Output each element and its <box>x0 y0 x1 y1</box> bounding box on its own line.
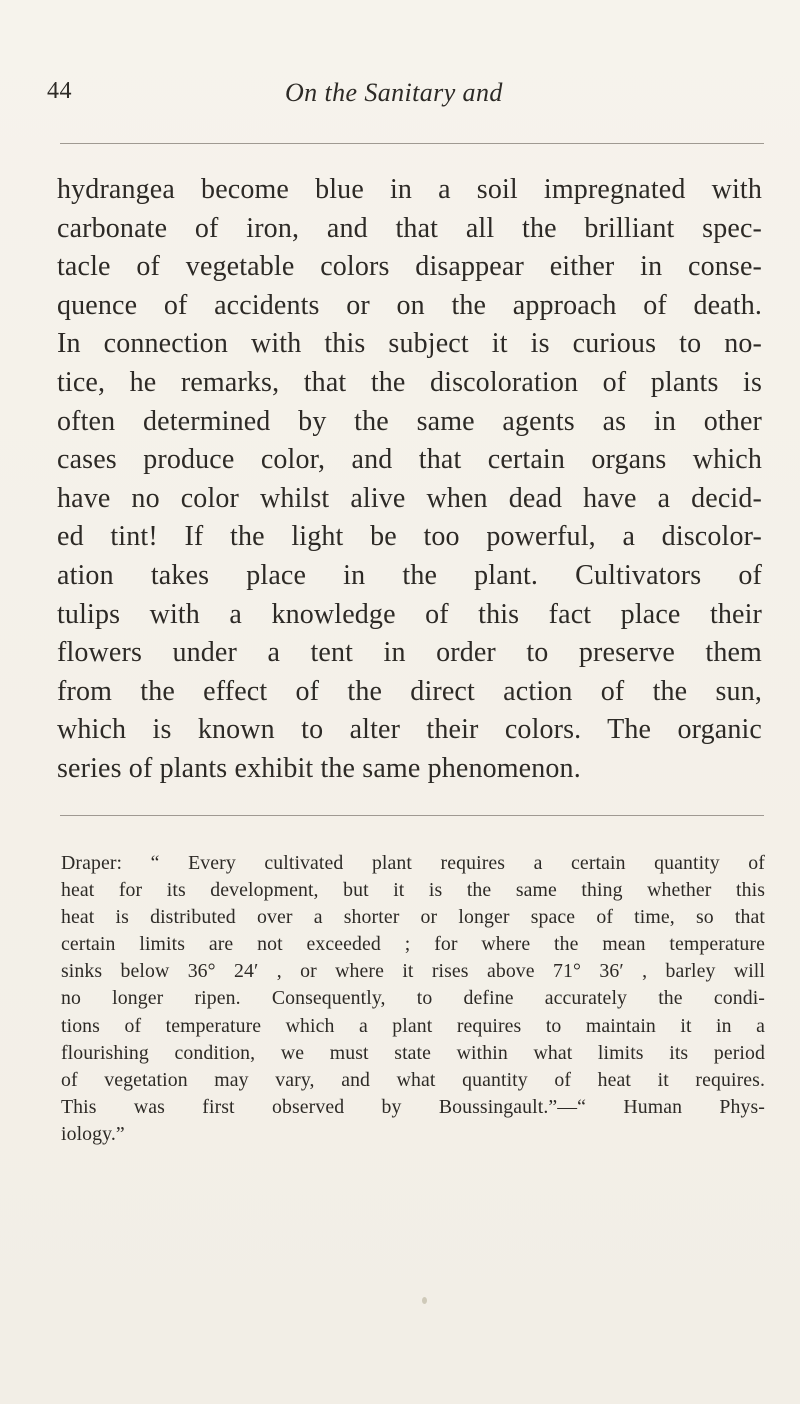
main-text-line: have no color whilst alive when dead have a decid- <box>57 482 762 514</box>
footnote-line: flourishing condition, we must state within what limits its period <box>61 1041 765 1064</box>
page-number: 44 <box>47 78 72 104</box>
footnote-divider <box>60 815 764 816</box>
main-text-line: from the effect of the direct action of the sun, <box>57 675 762 707</box>
footnote-line: tions of temperature which a plant requires to maintain it in a <box>61 1014 765 1037</box>
main-text-line: tice, he remarks, that the discoloration of plants is <box>57 366 762 398</box>
main-text-line: which is known to alter their colors. The organic <box>57 714 762 746</box>
footnote-line: iology.” <box>61 1122 125 1145</box>
main-text-line: tacle of vegetable colors disappear either in conse- <box>57 251 762 283</box>
footnote-block <box>61 850 765 1148</box>
footnote-line: heat is distributed over a shorter or longer space of time, so that <box>61 906 765 929</box>
footnote-line: certain limits are not exceeded ; for where the mean temperature <box>61 933 765 956</box>
main-text-line: flowers under a tent in order to preserve them <box>57 637 762 669</box>
footnote-line: of vegetation may vary, and what quantity of heat it requires. <box>61 1068 765 1091</box>
main-text-line: ation takes place in the plant. Cultivators of <box>57 559 762 591</box>
main-text-block <box>57 171 762 789</box>
main-text-line: series of plants exhibit the same phenomenon. <box>57 752 581 784</box>
main-text-line: quence of accidents or on the approach of death. <box>57 289 762 321</box>
main-text-line: tulips with a knowledge of this fact place their <box>57 598 762 630</box>
paper-speck <box>422 1297 427 1304</box>
running-title: On the Sanitary and <box>285 78 503 107</box>
main-text-line: cases produce color, and that certain organs which <box>57 444 762 476</box>
header-rule <box>60 143 764 144</box>
footnote-line: Draper: “ Every cultivated plant requires a certain quantity of <box>61 852 765 874</box>
main-text-line: In connection with this subject it is curious to no- <box>57 328 762 360</box>
footnote-line: sinks below 36° 24′ , or where it rises above 71° 36′ , barley will <box>61 960 765 983</box>
footnote-line: no longer ripen. Consequently, to define accurately the condi- <box>61 987 765 1010</box>
main-text-line: ed tint! If the light be too powerful, a discolor- <box>57 521 762 553</box>
footnote-line: This was first observed by Boussingault.”—“ Human Phys- <box>61 1095 765 1118</box>
main-text-line: often determined by the same agents as in other <box>57 405 762 437</box>
main-text-line: carbonate of iron, and that all the brilliant spec- <box>57 212 762 244</box>
main-text-line: hydrangea become blue in a soil impregnated with <box>57 174 762 205</box>
page-header <box>47 78 767 118</box>
footnote-line: heat for its development, but it is the same thing whether this <box>61 879 765 902</box>
